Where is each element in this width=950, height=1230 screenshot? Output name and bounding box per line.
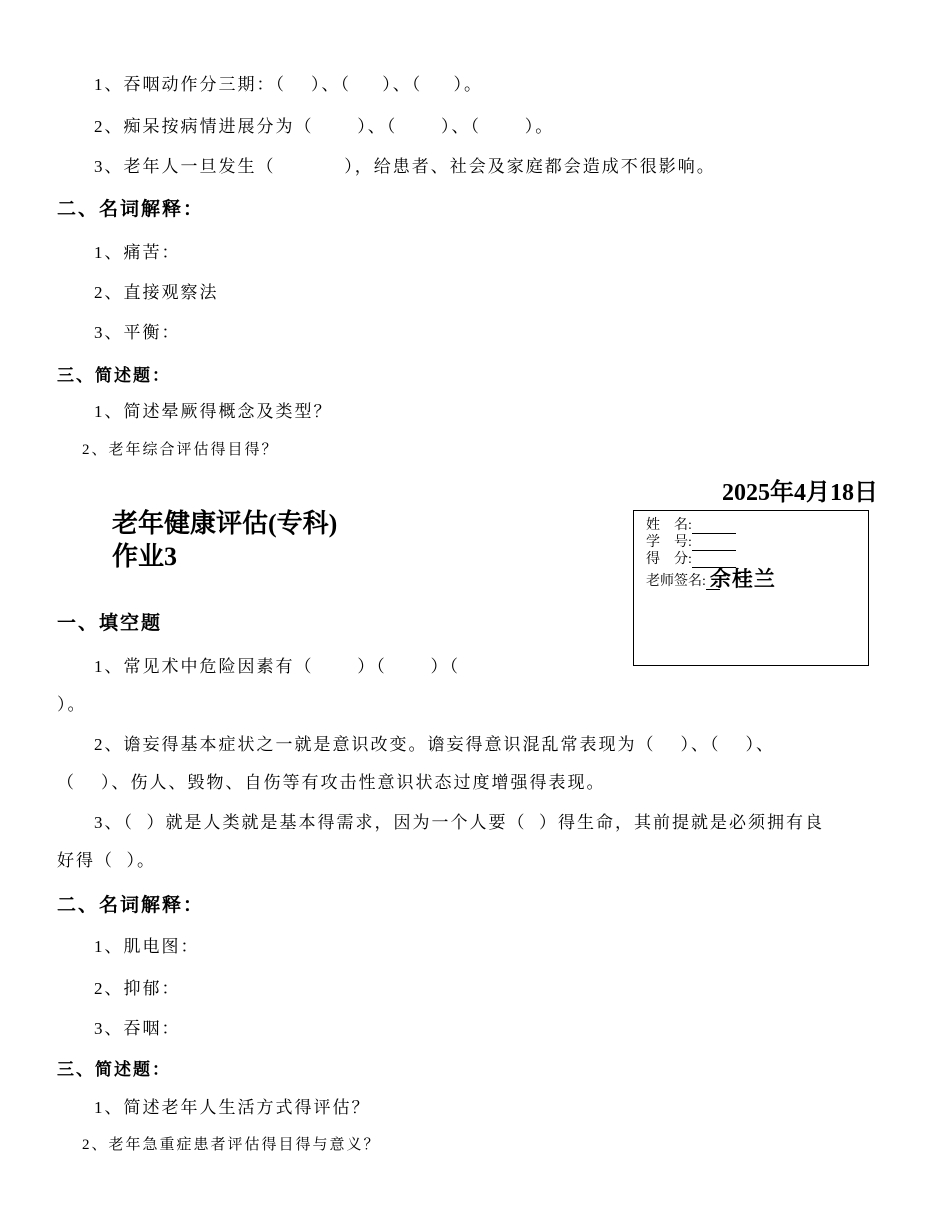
score-row [646,551,868,568]
term-3: 3、平衡： [94,323,181,342]
fill-item-2: 2、痴呆按病情进展分为（ ）、（ ）、（ ）。 [94,117,555,136]
a3-fill-item-3: 3、（ ）就是人类就是基本得需求，因为一个人要（ ）得生命，其前提就是必须拥有良 [94,813,824,832]
a3-fill-item-2-cont: （ ）、伤人、毁物、自伤等有攻击性意识状态过度增强得表现。 [57,773,606,792]
score-label: 得 分: [646,552,692,567]
a3-fill-item-1-cont: ）。 [57,695,87,714]
student-info-box [633,510,869,666]
a3-fill-item-3-cont: 好得（ ）。 [57,851,156,870]
fill-item-3: 3、老年人一旦发生（ ），给患者、社会及家庭都会造成不很影响。 [94,157,716,176]
name-row [646,517,868,534]
term-1: 1、痛苦： [94,243,181,262]
assignment-title: 老年健康评估(专科) [112,509,338,538]
short-answer-heading: 三、简述题： [57,366,171,385]
a3-fill-item-1: 1、常见术中危险因素有（ ）（ ）（ [94,657,460,676]
id-blank [692,536,736,551]
a3-short-heading: 三、简述题： [57,1060,171,1079]
short-item-1: 1、简述晕厥得概念及类型？ [94,402,333,421]
a3-short-item-1: 1、简述老年人生活方式得评估？ [94,1098,371,1117]
id-row [646,534,868,551]
a3-short-item-2: 2、老年急重症患者评估得目得与意义？ [82,1137,381,1153]
a3-term-3: 3、吞咽： [94,1019,181,1038]
a3-term-2: 2、抑郁： [94,979,181,998]
name-label: 姓 名: [646,518,692,533]
term-2: 2、直接观察法 [94,283,219,302]
a3-terms-heading: 二、名词解释： [57,895,205,916]
a3-term-1: 1、肌电图： [94,937,200,956]
teacher-label: 老师签名: [646,574,706,589]
id-label: 学 号: [646,535,692,550]
teacher-signature: 余桂兰 [709,567,776,591]
score-blank [692,553,736,568]
fill-item-1: 1、吞咽动作分三期：（ ）、（ ）、（ ）。 [94,75,483,94]
teacher-row [646,568,868,590]
name-blank [692,519,736,534]
short-item-2: 2、老年综合评估得目得？ [82,442,279,458]
a3-fill-item-2: 2、谵妄得基本症状之一就是意识改变。谵妄得意识混乱常表现为（ ）、（ ）、 [94,735,775,754]
assignment-subtitle: 作业3 [112,542,178,571]
terms-heading: 二、名词解释： [57,199,205,220]
date: 2025年4月18日 [722,480,878,506]
a3-fill-heading: 一、填空题 [57,613,163,634]
